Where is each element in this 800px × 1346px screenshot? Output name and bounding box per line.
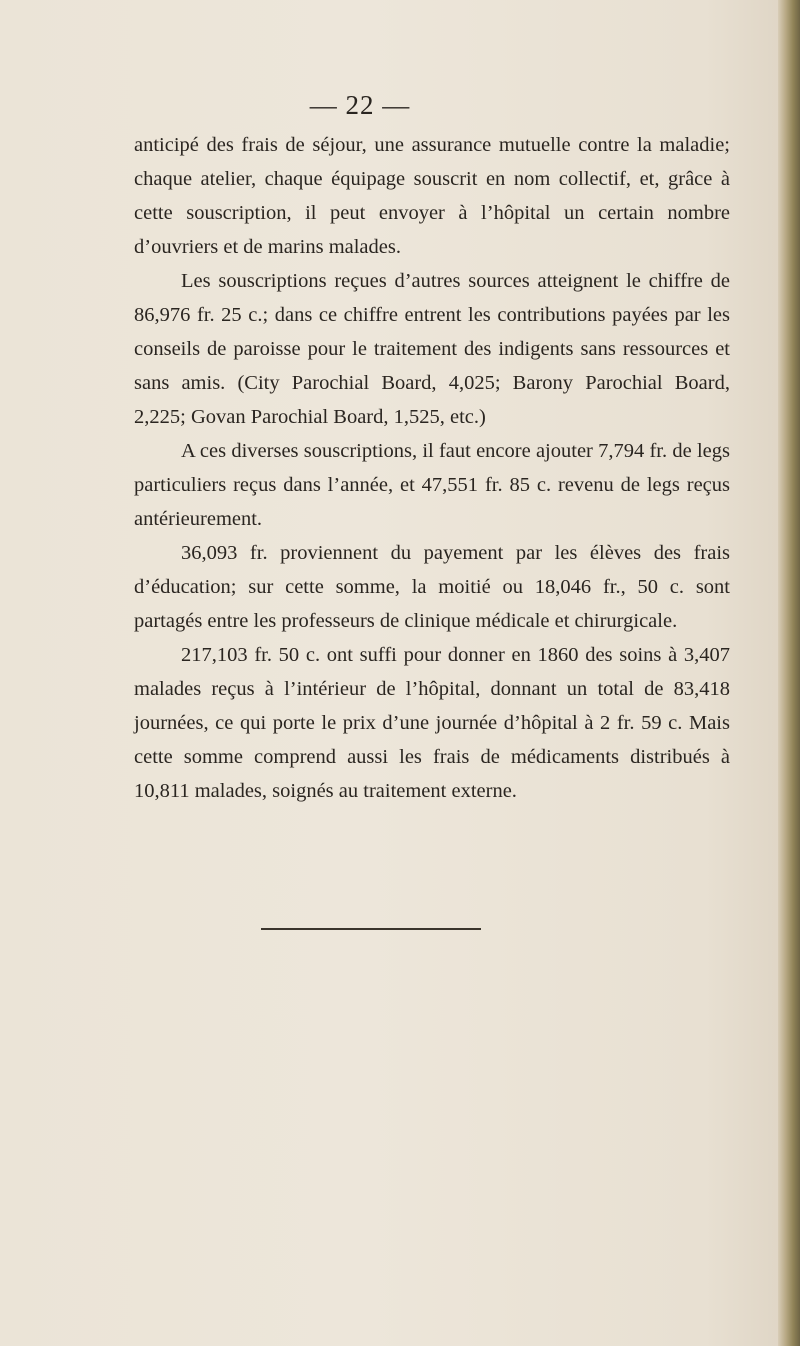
page-number: — 22 — bbox=[309, 90, 411, 120]
body-text bbox=[134, 128, 730, 808]
paragraph-3: A ces diverses souscriptions, il faut encore ajouter 7,794 fr. de legs particuliers reçus dans l’année, et 47,551 fr. 85 c. revenu de legs reçus antérieurement. bbox=[134, 440, 730, 530]
paragraph-5: 217,103 fr. 50 c. ont suffi pour donner en 1860 des soins à 3,407 malades reçus à l’intérieur de l’hôpital, donnant un total de 83,418 journées, ce qui porte le prix d’une journée d’hôpital à 2 fr. 59 c. Mais cette somme comprend aussi les frais de médicaments distribués à 10,811 malades, soignés au traitement externe. bbox=[134, 644, 730, 802]
paragraph-4: 36,093 fr. proviennent du payement par les élèves des frais d’éducation; sur cette somme, la moitié ou 18,046 fr., 50 c. sont partagés entre les professeurs de clinique médicale et chirurgicale. bbox=[134, 542, 730, 632]
page-edge bbox=[778, 0, 800, 1346]
closing-rule bbox=[261, 928, 481, 930]
paragraph-2: Les souscriptions reçues d’autres sources atteignent le chiffre de 86,976 fr. 25 c.; dans ce chiffre entrent les contributions payées par les conseils de paroisse pour le traitement des indigents sans ressources et sans amis. (City Parochial Board, 4,025; Barony Parochial Board, 2,225; Govan Parochial Board, 1,525, etc.) bbox=[134, 270, 730, 428]
paragraph-1: anticipé des frais de séjour, une assurance mutuelle contre la maladie; chaque atelier, chaque équipage souscrit en nom collectif, et, grâce à cette souscription, il peut envoyer à l’hôpital un certain nombre d’ouvriers et de marins malades. bbox=[134, 134, 730, 258]
